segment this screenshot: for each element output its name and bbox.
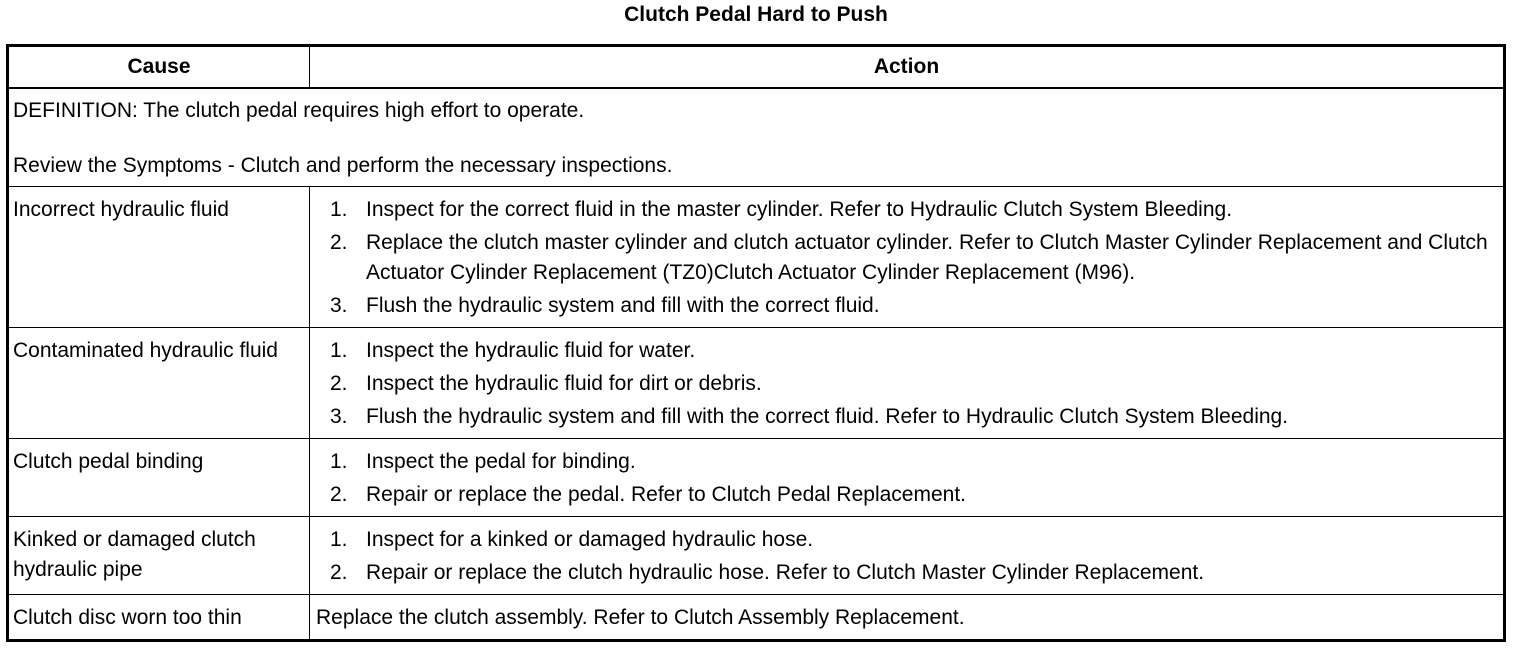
- action-step: [330, 447, 1493, 477]
- action-step: [330, 402, 1493, 432]
- step-number: 2.: [330, 372, 348, 395]
- cause-cell: Clutch pedal binding: [8, 439, 310, 517]
- step-text: Flush the hydraulic system and fill with the correct fluid.: [366, 294, 880, 317]
- table-row: [8, 595, 1505, 641]
- step-number: 1.: [330, 198, 348, 221]
- action-step: [330, 480, 1493, 510]
- definition-cell: [8, 88, 1505, 187]
- action-step: [330, 369, 1493, 399]
- action-cell: [310, 328, 1505, 439]
- definition-text: DEFINITION: The clutch pedal requires high effort to operate.: [13, 99, 585, 122]
- step-text: Inspect the hydraulic fluid for dirt or debris.: [366, 372, 762, 395]
- action-step: [330, 228, 1493, 288]
- action-step: [330, 291, 1493, 321]
- cause-cell: Contaminated hydraulic fluid: [8, 328, 310, 439]
- table-row: [8, 517, 1505, 595]
- action-steps: [330, 336, 1493, 432]
- action-cell: [310, 517, 1505, 595]
- table-header-row: [8, 46, 1505, 89]
- cause-cell: Clutch disc worn too thin: [8, 595, 310, 641]
- step-number: 1.: [330, 528, 348, 551]
- table-row: [8, 187, 1505, 328]
- step-number: 2.: [330, 231, 348, 254]
- step-text: Inspect the hydraulic fluid for water.: [366, 339, 696, 362]
- diagnostic-table: [6, 44, 1506, 642]
- action-cell: Replace the clutch assembly. Refer to Clutch Assembly Replacement.: [310, 595, 1505, 641]
- step-number: 1.: [330, 339, 348, 362]
- page-title: Clutch Pedal Hard to Push: [624, 3, 888, 26]
- action-steps: [330, 195, 1493, 321]
- step-text: Inspect for a kinked or damaged hydraulic hose.: [366, 528, 814, 551]
- action-step: [330, 195, 1493, 225]
- step-text: Replace the clutch master cylinder and clutch actuator cylinder. Refer to Clutch Master Cylinder Replacement and Clutch Actuator Cylinder Replacement (TZ0)Clutch Actuator Cylinder Replacement (M96).: [366, 231, 1488, 284]
- action-steps: [330, 525, 1493, 588]
- step-text: Flush the hydraulic system and fill with the correct fluid. Refer to Hydraulic Clutch System Bleeding.: [366, 405, 1289, 428]
- step-number: 2.: [330, 483, 348, 506]
- action-step: [330, 525, 1493, 555]
- action-step: [330, 558, 1493, 588]
- action-step: [330, 336, 1493, 366]
- header-action: Action: [310, 46, 1505, 89]
- step-text: Repair or replace the clutch hydraulic hose. Refer to Clutch Master Cylinder Replacement.: [366, 561, 1205, 584]
- step-number: 1.: [330, 450, 348, 473]
- review-text: Review the Symptoms - Clutch and perform the necessary inspections.: [13, 154, 673, 177]
- step-text: Repair or replace the pedal. Refer to Clutch Pedal Replacement.: [366, 483, 966, 506]
- step-number: 2.: [330, 561, 348, 584]
- table-row: [8, 328, 1505, 439]
- action-cell: [310, 439, 1505, 517]
- action-steps: [330, 447, 1493, 510]
- action-cell: [310, 187, 1505, 328]
- header-cause: Cause: [8, 46, 310, 89]
- table-row: [8, 439, 1505, 517]
- cause-cell: Incorrect hydraulic fluid: [8, 187, 310, 328]
- step-number: 3.: [330, 405, 348, 428]
- step-number: 3.: [330, 294, 348, 317]
- definition-row: [8, 88, 1505, 187]
- step-text: Inspect the pedal for binding.: [366, 450, 636, 473]
- step-text: Inspect for the correct fluid in the master cylinder. Refer to Hydraulic Clutch System Bleeding.: [366, 198, 1233, 221]
- cause-cell: Kinked or damaged clutch hydraulic pipe: [8, 517, 310, 595]
